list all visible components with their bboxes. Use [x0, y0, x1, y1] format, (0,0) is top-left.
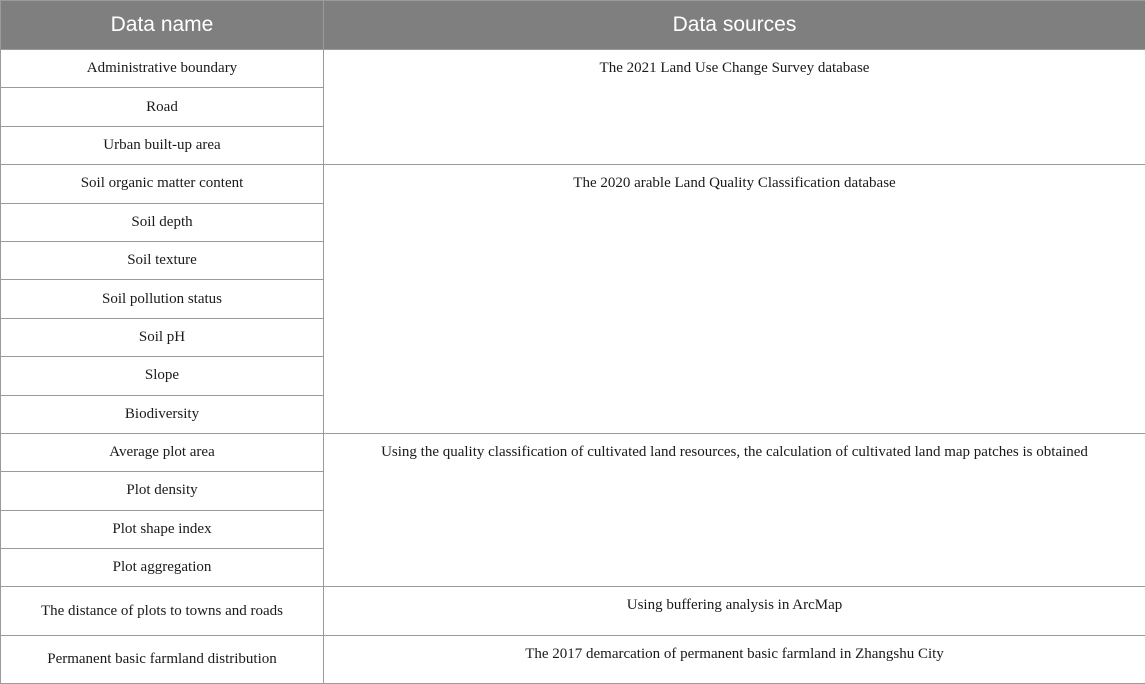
data-name-cell: Biodiversity: [1, 395, 324, 433]
data-source-cell: The 2017 demarcation of permanent basic farmland in Zhangshu City: [324, 635, 1145, 683]
data-name-cell: Road: [1, 88, 324, 126]
table-row: [1, 587, 1145, 635]
data-name-cell: Soil organic matter content: [1, 165, 324, 203]
table-row: [1, 635, 1145, 683]
header-data-name: Data name: [1, 1, 324, 50]
data-source-cell: The 2021 Land Use Change Survey database: [324, 50, 1145, 165]
data-name-cell: Soil texture: [1, 241, 324, 279]
data-source-cell: Using buffering analysis in ArcMap: [324, 587, 1145, 635]
data-name-cell: Administrative boundary: [1, 50, 324, 88]
table-row: [1, 433, 1145, 471]
header-data-sources: Data sources: [324, 1, 1145, 50]
data-name-cell: Soil depth: [1, 203, 324, 241]
data-name-cell: Permanent basic farmland distribution: [1, 635, 324, 683]
table-body: [1, 50, 1145, 684]
data-name-cell: Soil pH: [1, 318, 324, 356]
table-row: [1, 165, 1145, 203]
table-header: [1, 1, 1145, 50]
data-name-cell: Plot density: [1, 472, 324, 510]
data-name-cell: The distance of plots to towns and roads: [1, 587, 324, 635]
data-source-cell: The 2020 arable Land Quality Classification database: [324, 165, 1145, 434]
data-name-cell: Soil pollution status: [1, 280, 324, 318]
data-source-cell: Using the quality classification of cultivated land resources, the calculation of cultivated land map patches is obtained: [324, 433, 1145, 587]
data-name-cell: Urban built-up area: [1, 126, 324, 164]
data-name-cell: Slope: [1, 357, 324, 395]
header-row: [1, 1, 1145, 50]
table-row: [1, 50, 1145, 88]
data-name-cell: Plot aggregation: [1, 549, 324, 587]
data-name-cell: Average plot area: [1, 433, 324, 471]
data-name-cell: Plot shape index: [1, 510, 324, 548]
